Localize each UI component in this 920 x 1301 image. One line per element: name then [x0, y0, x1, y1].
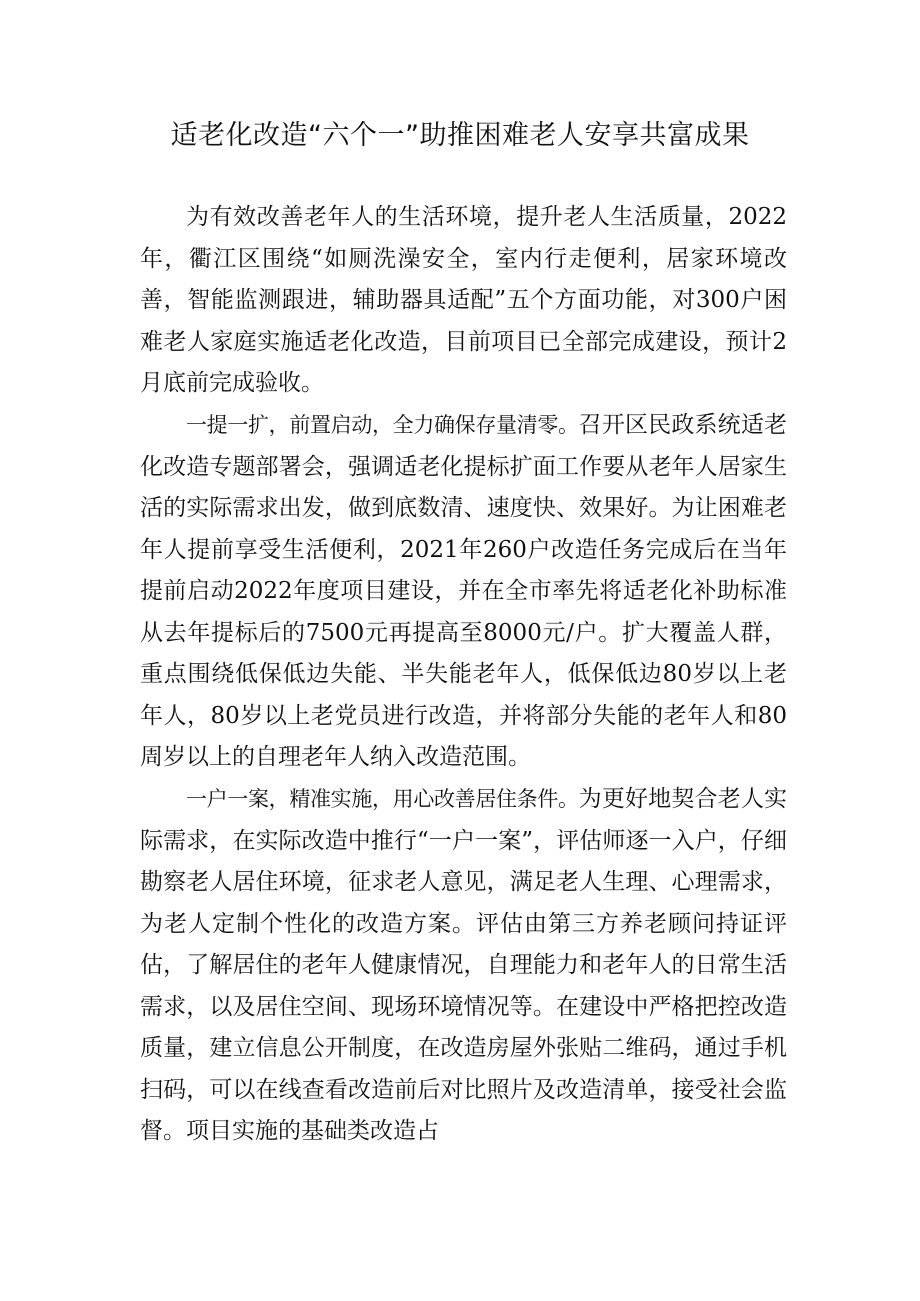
- section-1-body-text: 召开区民政系统适老化改造专题部署会，强调适老化提标扩面工作要从老年人居家生活的实际需求出发，做到底数清、速度快、效果好。为让困难老年人提前享受生活便利，2021年260户改造任务完成后在当年提前启动2022年度项目建设，并在全市率先将适老化补助标准从去年提标后的7500元再提高至8000元/户。扩大覆盖人群，重点围绕低保低边失能、半失能老年人，低保低边80岁以上老年人，80岁以上老党员进行改造，并将部分失能的老年人和80周岁以上的自理老年人纳入改造范围。: [140, 412, 788, 770]
- paragraph-intro: [140, 197, 787, 405]
- section-1-lead-heading: 一提一扩，前置启动，全力确保存量清零。: [186, 413, 579, 437]
- document-title: 适老化改造“六个一”助推困难老人安享共富成果: [170, 120, 750, 151]
- paragraph-section-2: [140, 779, 787, 1153]
- section-2-body-text: 为更好地契合老人实际需求，在实际改造中推行“一户一案”，评估师逐一入户，仔细勘察老人居住环境，征求老人意见，满足老人生理、心理需求，为老人定制个性化的改造方案。评估由第三方养老顾问持证评估，了解居住的老年人健康情况，自理能力和老年人的日常生活需求，以及居住空间、现场环境情况等。在建设中严格把控改造质量，建立信息公开制度，在改造房屋外张贴二维码，通过手机扫码，可以在线查看改造前后对比照片及改造清单，接受社会监督。项目实施的基础类改造占: [140, 786, 788, 1144]
- section-2-lead-heading: 一户一案，精准实施，用心改善居住条件。: [186, 787, 579, 811]
- paragraph-intro-text: 为有效改善老年人的生活环境，提升老人生活质量，2022年，衢江区围绕“如厕洗澡安全，室内行走便利，居家环境改善，智能监测跟进，辅助器具适配”五个方面功能，对300户困难老人家庭实施适老化改造，目前项目已全部完成建设，预计2月底前完成验收。: [140, 204, 787, 396]
- paragraph-section-1: [140, 405, 787, 779]
